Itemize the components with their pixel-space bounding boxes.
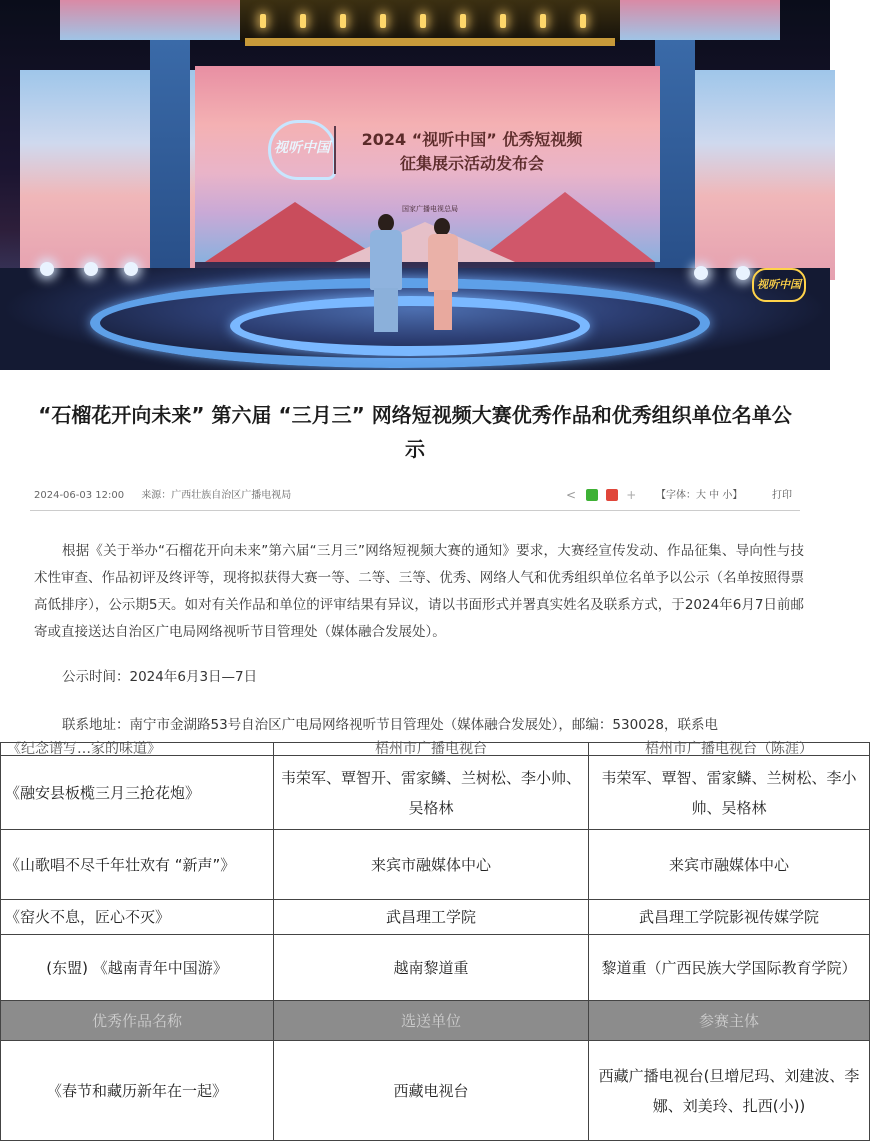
table-cell: 武昌理工学院影视传媒学院 — [589, 900, 870, 935]
article-meta — [34, 486, 305, 501]
stage-spotlight — [124, 262, 138, 276]
stage-spotlight — [40, 262, 54, 276]
table-cell: 西藏电视台 — [274, 1041, 589, 1141]
font-size-selector[interactable]: 【字体：大 中 小】 — [656, 490, 743, 501]
table-cell: 《山歌唱不尽千年壮欢有 “新声”》 — [1, 830, 274, 900]
table-cell: 黎道重（广西民族大学国际教育学院） — [589, 935, 870, 1001]
table-cell: 韦荣军、覃智开、雷家鳞、兰树松、李小帅、吴格林 — [274, 756, 589, 830]
screen-subtitle: 国家广播电视总局 — [402, 205, 458, 213]
works-table — [0, 741, 860, 1115]
truss — [245, 38, 615, 46]
table-row — [1, 743, 870, 756]
stage-spotlight — [736, 266, 750, 280]
table-cell: 梧州市广播电视台 — [274, 743, 589, 756]
screen-title-line1: 2024 “视听中国” 优秀短视频 — [361, 130, 583, 149]
article-paragraph-2: 公示时间：2024年6月3日—7日 — [62, 669, 258, 685]
top-banner-right — [620, 0, 780, 40]
lighting-rig — [240, 0, 620, 42]
article-source: 来源：广西壮族自治区广播电视局 — [141, 490, 292, 501]
table-row — [1, 900, 870, 935]
table-header-row — [1, 1001, 870, 1041]
wechat-icon[interactable] — [586, 489, 598, 501]
table-cell: 《窑火不息，匠心不灭》 — [1, 900, 274, 935]
table-header-cell: 选送单位 — [274, 1001, 589, 1041]
screen-divider — [334, 126, 336, 174]
stage-floor — [0, 268, 830, 370]
more-icon[interactable]: + — [626, 487, 637, 502]
table-cell: (东盟) 《越南青年中国游》 — [1, 935, 274, 1001]
table-cell: 武昌理工学院 — [274, 900, 589, 935]
table-cell: 韦荣军、覃智、雷家鳞、兰树松、李小帅、吴格林 — [589, 756, 870, 830]
screen-logo: 视听中国 — [268, 120, 336, 180]
article-title: “石榴花开向未来” 第六届 “三月三” 网络短视频大赛优秀作品和优秀组织单位名单公示 — [38, 403, 792, 461]
table-cell: 《春节和藏历新年在一起》 — [1, 1041, 274, 1141]
table-cell: 来宾市融媒体中心 — [589, 830, 870, 900]
table-cell: 《纪念谱写…家的味道》 — [1, 743, 274, 756]
stage-photo — [0, 0, 830, 370]
table-row — [1, 830, 870, 900]
table-row — [1, 756, 870, 830]
table-header-cell: 参赛主体 — [589, 1001, 870, 1041]
top-banner-left — [60, 0, 240, 40]
share-icon[interactable]: < — [566, 487, 577, 502]
table-row — [1, 935, 870, 1001]
table-row — [1, 1041, 870, 1141]
table-cell: 梧州市广播电视台（陈涯） — [589, 743, 870, 756]
table-cell: 越南黎道重 — [274, 935, 589, 1001]
side-logo: 视听中国 — [752, 268, 806, 302]
table-header-cell: 优秀作品名称 — [1, 1001, 274, 1041]
pillar-right — [655, 40, 695, 290]
weibo-icon[interactable] — [606, 489, 618, 501]
article — [0, 370, 830, 742]
publish-date: 2024-06-03 12:00 — [34, 490, 125, 501]
floor-ring-inner — [230, 296, 590, 356]
table-cell: 西藏广播电视台(旦增尼玛、刘建波、李娜、刘美玲、扎西(小)) — [589, 1041, 870, 1141]
screen-title — [342, 128, 602, 176]
article-paragraph-3: 联系地址：南宁市金湖路53号自治区广电局网络视听节目管理处（媒体融合发展处），邮编：530028，联系电 — [62, 717, 718, 733]
table-cell: 《融安县板榄三月三抢花炮》 — [1, 756, 274, 830]
stage-spotlight — [694, 266, 708, 280]
table-cell: 来宾市融媒体中心 — [274, 830, 589, 900]
screen-title-line2: 征集展示活动发布会 — [399, 154, 544, 173]
stage-spotlight — [84, 262, 98, 276]
share-bar — [566, 484, 641, 500]
article-paragraph-1: 根据《关于举办“石榴花开向未来”第六届“三月三”网络短视频大赛的通知》要求，大赛经宣传发动、作品征集、导向性与技术性审查、作品初评及终评等，现将拟获得大赛一等、二等、三等、优秀、网络人气和优秀组织单位名单予以公示（名单按照得票高低排序），公示期5天。如对有关作品和单位的评审结果有异议，请以书面形式并署真实姓名及联系方式，于2024年6月7日前邮寄或直接送达自治区广电局网络视听节目管理处（媒体融合发展处）。 — [34, 543, 804, 640]
pillar-left — [150, 40, 190, 290]
print-link[interactable]: 打印 — [772, 490, 792, 501]
meta-divider — [30, 510, 800, 511]
